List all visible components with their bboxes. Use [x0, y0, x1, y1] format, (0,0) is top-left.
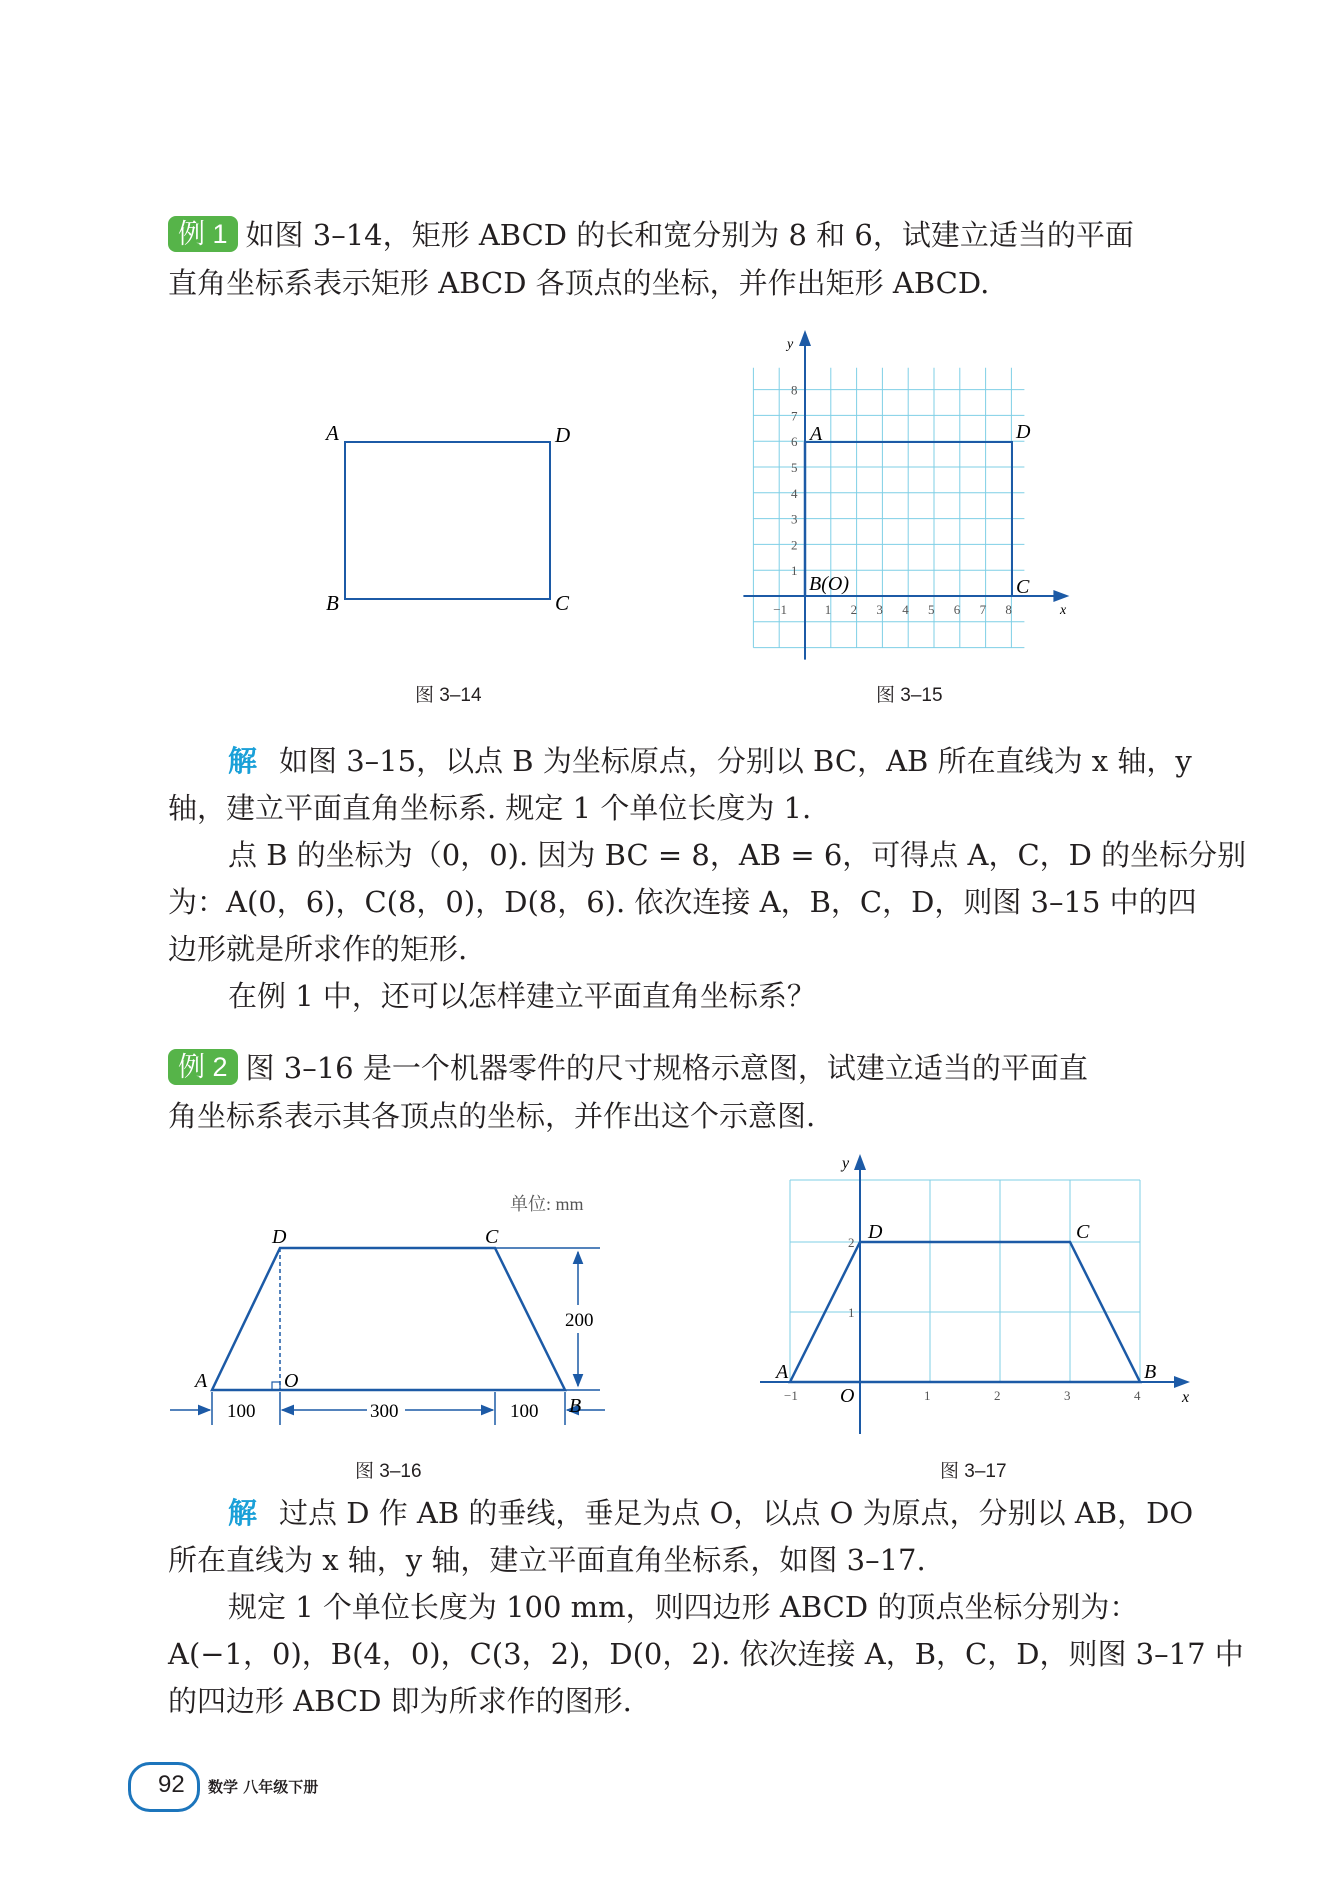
label-c: C	[555, 591, 570, 615]
dim-right-value: 100	[510, 1401, 539, 1422]
figure-3-17	[750, 1150, 1210, 1440]
solution2-line4: A(−1，0)，B(4，0)，C(3，2)，D(0，2). 依次连接 A，B，C，D，则图 3–17 中	[168, 1637, 1244, 1671]
label-a: A	[810, 423, 823, 445]
tick-labels	[784, 1235, 1141, 1403]
figure-3-14-caption: 图 3–14	[415, 685, 482, 706]
dim-left-value: 100	[227, 1401, 256, 1422]
solution1-line2: 轴，建立平面直角坐标系. 规定 1 个单位长度为 1.	[168, 791, 812, 825]
example1-line2: 直角坐标系表示矩形 ABCD 各顶点的坐标，并作出矩形 ABCD.	[168, 266, 990, 300]
solution1-line4: 为：A(0，6)，C(8，0)，D(8，6). 依次连接 A，B，C，D，则图 3–15 中的四	[168, 885, 1197, 919]
rectangle-abcd	[345, 442, 550, 599]
x-tick-label: 7	[979, 602, 987, 617]
label-c: C	[485, 1226, 499, 1248]
axis-y-label: y	[787, 337, 794, 352]
x-tick-label: −1	[784, 1388, 798, 1403]
x-tick-label: 1	[924, 1388, 931, 1403]
y-tick-label: 7	[791, 408, 798, 424]
solution2-line5: 的四边形 ABCD 即为所求作的图形.	[168, 1684, 632, 1718]
y-tick-label: 2	[848, 1235, 855, 1250]
x-tick-label: 1	[824, 602, 832, 617]
x-tick-label: 3	[876, 602, 883, 617]
label-b: B	[1144, 1361, 1157, 1383]
figure-3-15-caption: 图 3–15	[876, 685, 943, 706]
solution1-line5: 边形就是所求作的矩形.	[168, 932, 468, 966]
x-tick-label: −1	[773, 602, 788, 617]
y-tick-label: 5	[791, 460, 798, 475]
dim-middle-value: 300	[370, 1401, 399, 1422]
label-c: C	[1016, 576, 1030, 598]
example2-badge: 例 2	[168, 1049, 238, 1085]
label-d: D	[1016, 421, 1031, 443]
solution2-label: 解	[228, 1496, 258, 1530]
x-tick-label: 3	[1064, 1388, 1071, 1403]
solution1-line3: 点 B 的坐标为（0，0). 因为 BC = 8，AB = 6，可得点 A，C，D 的坐标分别	[228, 838, 1247, 872]
unit-label: 单位: mm	[510, 1194, 584, 1214]
x-axis-arrow	[1053, 590, 1069, 602]
label-a: A	[326, 421, 339, 445]
y-tick-label: 3	[791, 511, 798, 527]
label-b-origin: B(O)	[809, 573, 849, 595]
axis-x-label: x	[1182, 1389, 1190, 1406]
solution1-label: 解	[228, 744, 258, 778]
height-value: 200	[565, 1310, 594, 1331]
trapezoid	[212, 1248, 565, 1390]
label-d: D	[272, 1226, 287, 1248]
axes	[760, 1154, 1190, 1434]
x-axis-arrow	[1174, 1376, 1190, 1388]
y-tick-label: 2	[791, 537, 798, 553]
figure-3-17-caption: 图 3–17	[940, 1461, 1007, 1482]
x-tick-label: 2	[850, 602, 858, 617]
example1-line1: 例 1 如图 3–14，矩形 ABCD 的长和宽分别为 8 和 6，试建立适当的平面	[168, 212, 1198, 259]
solution2-line2: 所在直线为 x 轴，y 轴，建立平面直角坐标系，如图 3–17.	[168, 1543, 926, 1577]
x-tick-label: 8	[1005, 602, 1012, 617]
y-tick-label: 4	[791, 485, 798, 501]
solution1-line1: 解 如图 3–15，以点 B 为坐标原点，分别以 BC，AB 所在直线为 x 轴，y	[228, 744, 1192, 778]
figure-3-16	[165, 1180, 625, 1440]
label-d: D	[868, 1221, 883, 1243]
solution2-line1: 解 过点 D 作 AB 的垂线，垂足为点 O，以点 O 为原点，分别以 AB，DO	[228, 1496, 1194, 1530]
x-tick-label: 4	[1134, 1388, 1141, 1403]
label-a: A	[776, 1361, 789, 1383]
label-a: A	[195, 1370, 208, 1392]
y-axis-arrow	[799, 330, 811, 346]
grid	[790, 1180, 1140, 1382]
axis-x-label: x	[1060, 603, 1067, 618]
figure-3-16-caption: 图 3–16	[355, 1461, 422, 1482]
figure-3-14	[310, 420, 580, 620]
page-number: 92	[158, 1771, 185, 1798]
y-tick-label: 6	[791, 434, 798, 450]
example2-line2: 角坐标系表示其各顶点的坐标，并作出这个示意图.	[168, 1099, 816, 1133]
figure-3-15	[730, 328, 1080, 668]
label-c: C	[1076, 1221, 1090, 1243]
label-b: B	[569, 1395, 582, 1417]
x-tick-label: 6	[953, 602, 961, 617]
y-tick-label: 8	[791, 382, 798, 398]
solution1-line6: 在例 1 中，还可以怎样建立平面直角坐标系？	[228, 979, 816, 1013]
example2-line1: 例 2 图 3–16 是一个机器零件的尺寸规格示意图，试建立适当的平面直	[168, 1045, 1198, 1092]
y-axis-arrow	[854, 1154, 866, 1170]
solution2-line3: 规定 1 个单位长度为 100 mm，则四边形 ABCD 的顶点坐标分别为：	[228, 1590, 1139, 1624]
example1-badge: 例 1	[168, 216, 238, 252]
x-tick-label: 5	[928, 602, 935, 617]
x-tick-label: 4	[902, 602, 909, 617]
label-o: O	[284, 1370, 299, 1392]
x-tick-label: 2	[994, 1388, 1001, 1403]
label-d: D	[555, 423, 571, 447]
y-tick-label: 1	[848, 1305, 855, 1320]
book-title: 数学 八年级下册	[208, 1778, 319, 1796]
y-tick-label: 1	[791, 563, 798, 579]
axis-y-label: y	[842, 1155, 850, 1172]
label-b: B	[326, 591, 339, 615]
origin-label: O	[840, 1385, 855, 1407]
